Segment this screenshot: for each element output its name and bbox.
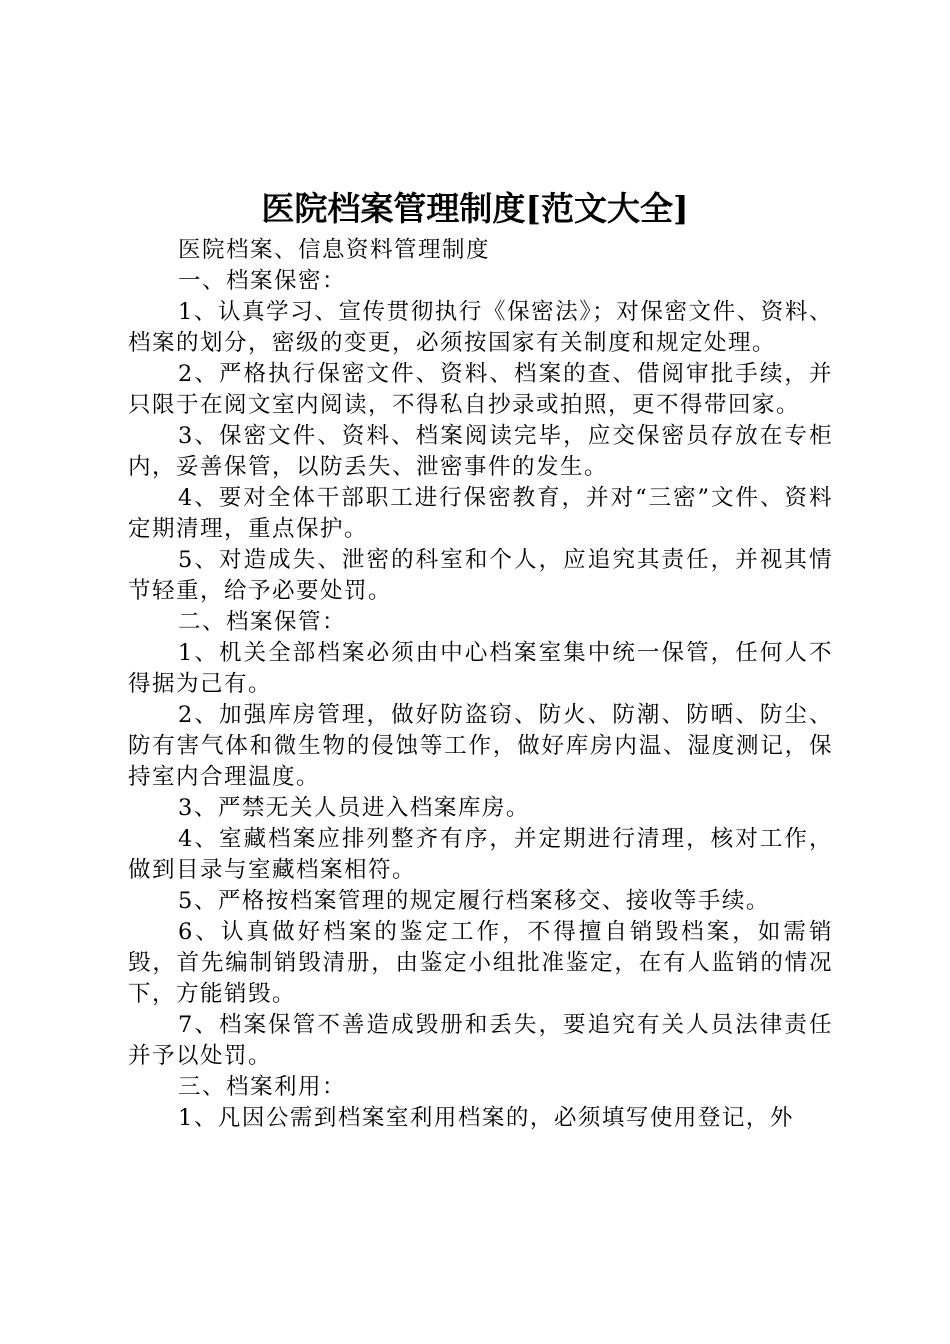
paragraph: 2、严格执行保密文件、资料、档案的查、借阅审批手续，并只限于在阅文室内阅读，不得私自抄录或拍照，更不得带回家。 (128, 361, 833, 418)
section-heading: 二、档案保管： (178, 609, 347, 635)
paragraph: 3、严禁无关人员进入档案库房。 (178, 795, 530, 821)
paragraph: 5、对造成失、泄密的科室和个人，应追究其责任，并视其情节轻重，给予必要处罚。 (128, 547, 833, 604)
paragraph: 3、保密文件、资料、档案阅读完毕，应交保密员存放在专柜内，妥善保管，以防丢失、泄密事件的发生。 (128, 423, 833, 480)
paragraph: 7、档案保管不善造成毁册和丢失，要追究有关人员法律责任并予以处罚。 (128, 1012, 833, 1069)
section-heading: 三、档案利用： (178, 1074, 347, 1100)
paragraph: 1、机关全部档案必须由中心档案室集中统一保管，任何人不得据为己有。 (128, 640, 833, 697)
paragraph: 1、认真学习、宣传贯彻执行《保密法》；对保密文件、资料、档案的划分，密级的变更，必须按国家有关制度和规定处理。 (128, 299, 833, 356)
paragraph: 6、认真做好档案的鉴定工作，不得擅自销毁档案，如需销毁，首先编制销毁清册，由鉴定小组批准鉴定，在有人监销的情况下，方能销毁。 (128, 919, 833, 1007)
document-title: 医院档案管理制度[范文大全] (261, 189, 689, 228)
paragraph: 2、加强库房管理，做好防盗窃、防火、防潮、防晒、防尘、防有害气体和微生物的侵蚀等工作，做好库房内温、湿度测记，保持室内合理温度。 (128, 702, 833, 790)
document-body (128, 235, 833, 1134)
paragraph: 4、要对全体干部职工进行保密教育，并对“三密”文件、资料定期清理，重点保护。 (128, 485, 833, 542)
paragraph: 医院档案、信息资料管理制度 (178, 237, 491, 263)
paragraph: 1、凡因公需到档案室利用档案的，必须填写使用登记，外 (178, 1105, 794, 1131)
paragraph: 5、严格按档案管理的规定履行档案移交、接收等手续。 (178, 888, 770, 914)
paragraph: 4、室藏档案应排列整齐有序，并定期进行清理，核对工作，做到目录与室藏档案相符。 (128, 826, 833, 883)
section-heading: 一、档案保密： (178, 268, 347, 294)
